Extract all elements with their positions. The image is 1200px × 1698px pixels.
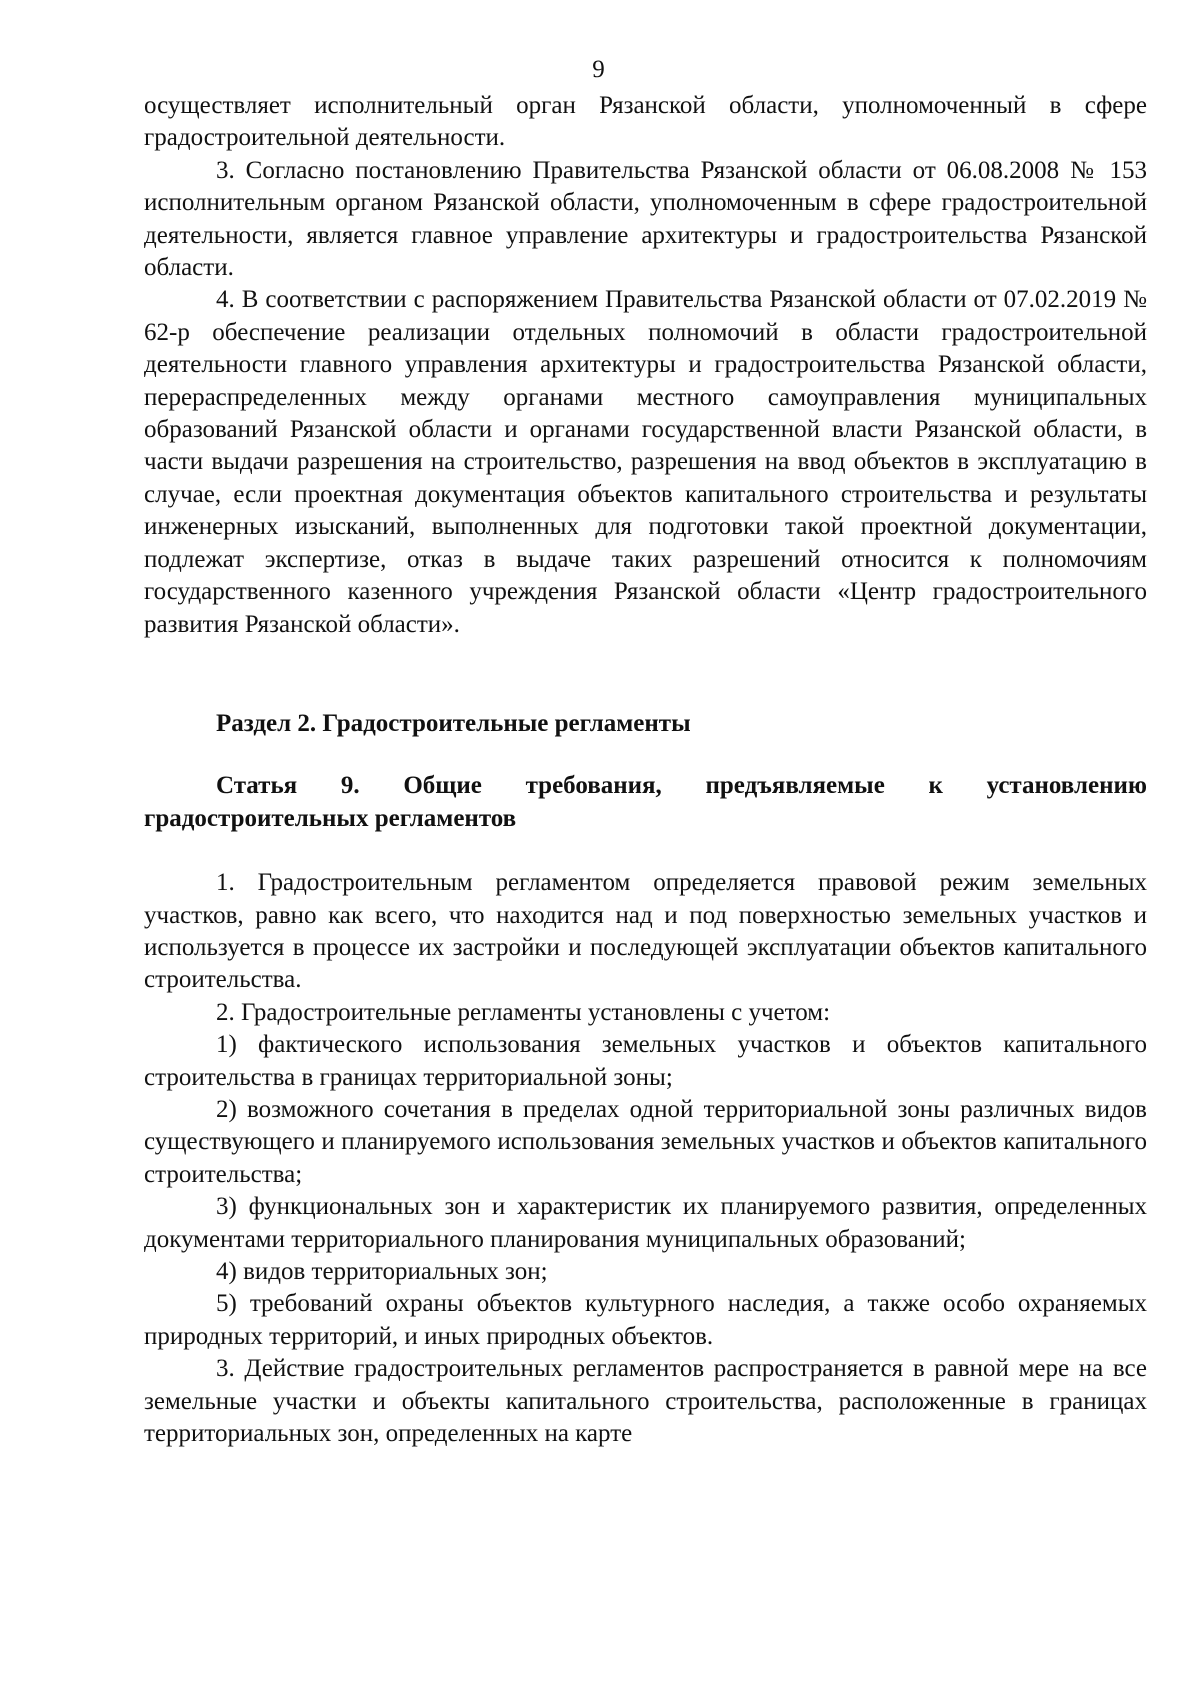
article-paragraph-1: 1. Градостроительным регламентом определяется правовой режим земельных участков, равно как всего, что находится над и под поверхностью земельных участков и используется в процессе их застройки и последующей эксплуатации объектов капитального строительства.	[144, 869, 1147, 994]
paragraph-continuation: осуществляет исполнительный орган Рязанской области, уполномоченный в сфере градостроительной деятельности.	[144, 92, 1147, 152]
list-item-1: 1) фактического использования земельных участков и объектов капитального строительства в границах территориальной зоны;	[144, 1031, 1147, 1091]
list-item-4: 4) видов территориальных зон;	[216, 1258, 548, 1285]
article-paragraph-2: 2. Градостроительные регламенты установлены с учетом:	[216, 998, 831, 1026]
list-item-2: 2) возможного сочетания в пределах одной территориальной зоны различных видов существующего и планируемого использования земельных участков и объектов капитального строительства;	[144, 1095, 1147, 1188]
article-paragraph-3: 3. Действие градостроительных регламентов распространяется в равной мере на все земельные участки и объекты капитального строительства, расположенные в границах территориальных зон, определенных на карте	[144, 1355, 1147, 1448]
list-item-5: 5) требований охраны объектов культурного наследия, а также особо охраняемых природных территорий, и иных природных объектов.	[144, 1290, 1147, 1350]
article-heading: Статья 9. Общие требования, предъявляемые к установлению градостроительных регламентов	[144, 772, 1147, 832]
list-item-3: 3) функциональных зон и характеристик их планируемого развития, определенных документами территориального планирования муниципальных образований;	[144, 1193, 1147, 1253]
paragraph-3: 3. Согласно постановлению Правительства Рязанской области от 06.08.2008 № 153 исполнительным органом Рязанской области, уполномоченным в сфере градостроительной деятельности, является главное управление архитектуры и градостроительства Рязанской области.	[144, 156, 1147, 282]
section-heading: Раздел 2. Градостроительные регламенты	[216, 709, 691, 737]
page-number: 9	[592, 56, 605, 83]
paragraph-4: 4. В соответствии с распоряжением Правительства Рязанской области от 07.02.2019 № 62-р обеспечение реализации отдельных полномочий в области градостроительной деятельности главного управления архитектуры и градостроительства Рязанской области, перераспределенных между органами местного самоуправления муниципальных образований Рязанской области и органами государственной власти Рязанской области, в части выдачи разрешения на строительство, разрешения на ввод объектов в эксплуатацию в случае, если проектная документация объектов капитального строительства и результаты инженерных изысканий, выполненных для подготовки такой проектной документации, подлежат экспертизе, отказ в выдаче таких разрешений относится к полномочиям государственного казенного учреждения Рязанской области «Центр градостроительного развития Рязанской области».	[144, 286, 1147, 638]
